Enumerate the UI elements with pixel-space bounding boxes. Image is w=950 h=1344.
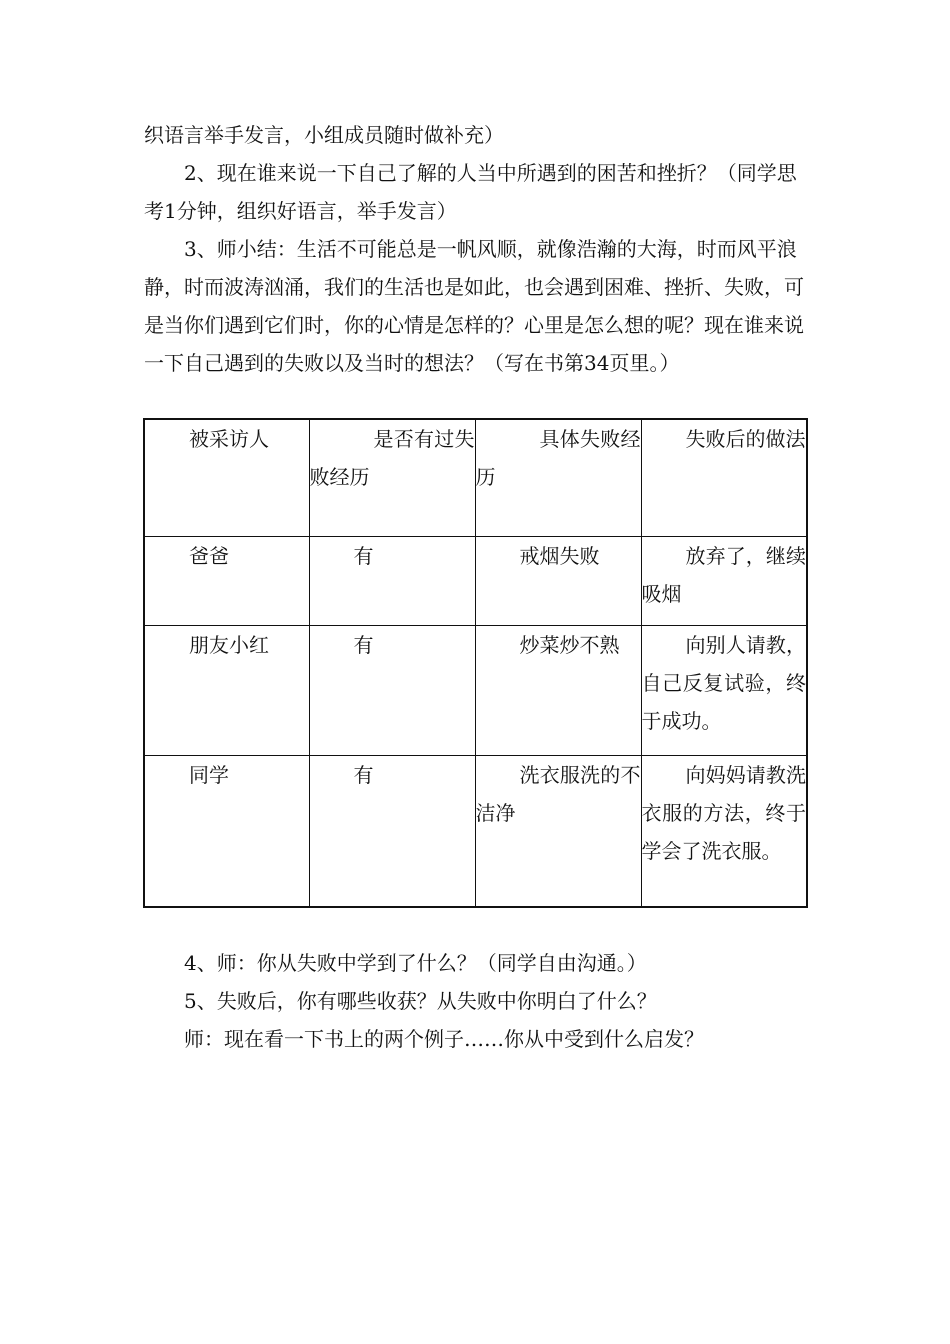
header-failure-detail: 具体失败经历 — [475, 419, 641, 536]
cell-had-failure: 有 — [309, 625, 475, 755]
paragraph-continuation: 织语言举手发言，小组成员随时做补充） — [144, 123, 504, 147]
paragraph-question-2: 2、现在谁来说一下自己了解的人当中所遇到的困苦和挫折？（同学思考1分钟，组织好语言，举手发言） — [144, 161, 797, 223]
cell-after-action: 向妈妈请教洗衣服的方法，终于学会了洗衣服。 — [641, 755, 807, 907]
cell-failure-detail: 洗衣服洗的不洁净 — [475, 755, 641, 907]
table-header-row — [144, 419, 807, 536]
paragraph-teacher-prompt: 师：现在看一下书上的两个例子……你从中受到什么启发？ — [184, 1027, 704, 1051]
cell-interviewee: 朋友小红 — [144, 625, 309, 755]
interview-table — [143, 418, 808, 908]
header-after-action: 失败后的做法 — [641, 419, 807, 536]
header-interviewee: 被采访人 — [144, 419, 309, 536]
header-had-failure: 是否有过失败经历 — [309, 419, 475, 536]
table-row — [144, 536, 807, 625]
cell-failure-detail: 炒菜炒不熟 — [475, 625, 641, 755]
cell-after-action: 放弃了，继续吸烟 — [641, 536, 807, 625]
cell-had-failure: 有 — [309, 536, 475, 625]
table-row — [144, 625, 807, 755]
paragraph-question-5: 5、失败后，你有哪些收获？从失败中你明白了什么？ — [184, 989, 657, 1013]
cell-had-failure: 有 — [309, 755, 475, 907]
table-row — [144, 755, 807, 907]
cell-interviewee: 爸爸 — [144, 536, 309, 625]
cell-failure-detail: 戒烟失败 — [475, 536, 641, 625]
cell-interviewee: 同学 — [144, 755, 309, 907]
cell-after-action: 向别人请教，自己反复试验，终于成功。 — [641, 625, 807, 755]
paragraph-question-4: 4、师：你从失败中学到了什么？（同学自由沟通。） — [184, 951, 647, 975]
paragraph-summary-3: 3、师小结：生活不可能总是一帆风顺，就像浩瀚的大海，时而风平浪静，时而波涛汹涌，我们的生活也是如此，也会遇到困难、挫折、失败，可是当你们遇到它们时，你的心情是怎样的？心里是怎么想的呢？现在谁来说一下自己遇到的失败以及当时的想法？（写在书第34页里。） — [144, 237, 804, 375]
